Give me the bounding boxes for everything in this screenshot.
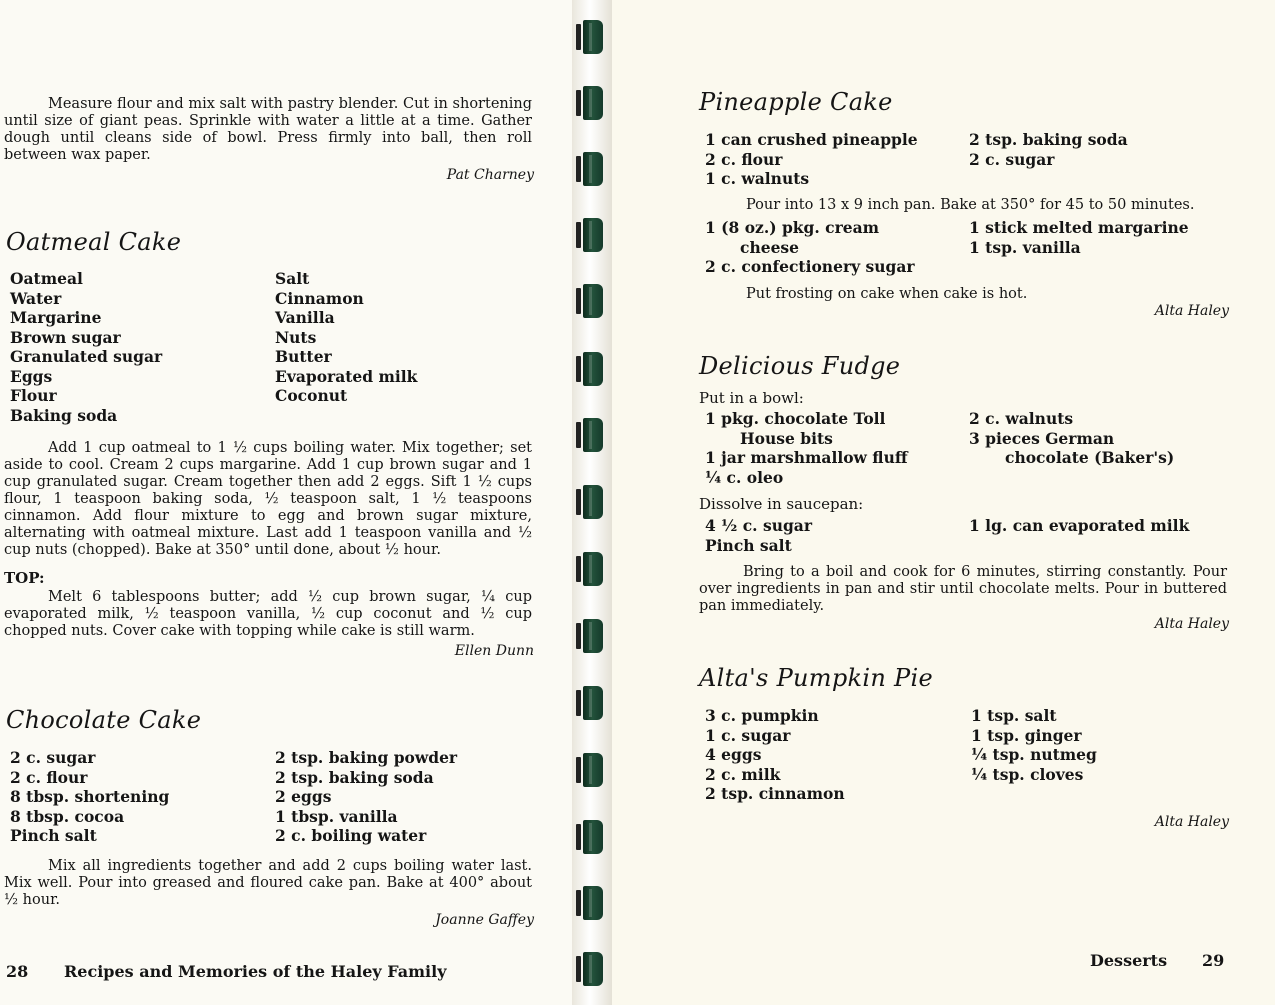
binding-ring: [576, 218, 606, 252]
right-page: [612, 0, 1275, 1005]
ingredient: Oatmeal: [10, 269, 83, 288]
ingredient: 2 eggs: [275, 787, 332, 806]
ingredient: 4 ½ c. sugar: [705, 516, 813, 535]
topping-directions: Melt 6 tablespoons butter; add ½ cup brown sugar, ¼ cup evaporated milk, ½ teaspoon vanilla, ½ cup coconut and ½ cup chopped nuts. Cover cake with topping while cake is still warm.: [4, 589, 532, 639]
ingredient: 1 tsp. ginger: [971, 725, 1082, 745]
pastry-author: Pat Charney: [446, 167, 534, 183]
pineapple-frosting-col1: [705, 218, 915, 277]
ingredient: 1 pkg. chocolate Toll: [705, 409, 886, 428]
section-name: Desserts: [1090, 951, 1168, 970]
ingredient: 1 stick melted margarine: [969, 218, 1189, 237]
right-page-number: 29: [1202, 951, 1225, 970]
binding-ring: [576, 552, 606, 586]
binding-ring: [576, 820, 606, 854]
ingredient: 1 (8 oz.) pkg. cream: [705, 218, 880, 237]
fudge-directions: Bring to a boil and cook for 6 minutes, stirring constantly. Pour over ingredients in pan and stir until chocolate melts. Pour in buttered pan immediately.: [699, 564, 1227, 614]
ingredient: ¼ tsp. nutmeg: [971, 745, 1097, 764]
chocolate-author: Joanne Gaffey: [435, 912, 534, 928]
ingredient: Coconut: [275, 386, 348, 405]
left-page-number: 28: [6, 962, 29, 981]
ingredient: Cinnamon: [275, 288, 364, 308]
ingredient: Pinch salt: [705, 535, 792, 555]
ingredient: Nuts: [275, 327, 317, 347]
oatmeal-cake-title: Oatmeal Cake: [6, 228, 182, 256]
binding-ring: [576, 886, 606, 920]
ingredient: 8 tbsp. shortening: [10, 787, 170, 806]
pineapple-cake-col1: [705, 130, 918, 189]
ingredient: 1 jar marshmallow fluff: [705, 448, 908, 467]
ingredient: 3 c. pumpkin: [705, 706, 819, 725]
chocolate-ingredients-col2: [275, 748, 457, 846]
ingredient: 2 c. boiling water: [275, 826, 427, 845]
ingredient: chocolate (Baker's): [1005, 448, 1175, 467]
ingredient: Baking soda: [10, 405, 118, 425]
binding-ring: [576, 20, 606, 54]
ingredient: Brown sugar: [10, 327, 121, 347]
pumpkin-author: Alta Haley: [1154, 814, 1229, 830]
binding-ring: [576, 352, 606, 386]
ingredient: 1 c. sugar: [705, 725, 791, 745]
ingredient: Eggs: [10, 366, 53, 386]
oatmeal-directions: Add 1 cup oatmeal to 1 ½ cups boiling water. Mix together; set aside to cool. Cream 2 cups margarine. Add 1 cup brown sugar and 1 cup granulated sugar. Cream together then add 2 eggs. Sift 1 ½ cups flour, 1 teaspoon baking soda, ½ teaspoon salt, 1 ½ teaspoons cinnamon. Add flour mixture to egg and brown sugar mixture, alternating with oatmeal mixture. Last add 1 teaspoon vanilla and ½ cup nuts (chopped). Bake at 350° until done, about ½ hour.: [4, 440, 532, 558]
binding-ring: [576, 284, 606, 318]
ingredient: 2 c. milk: [705, 764, 781, 784]
ingredient: 2 c. confectionery sugar: [705, 257, 915, 276]
ingredient: 2 c. flour: [705, 149, 783, 169]
fudge-saucepan-col1: [705, 516, 812, 555]
topping-label: TOP:: [4, 569, 45, 587]
fudge-bowl-col1: [705, 409, 908, 487]
fudge-author: Alta Haley: [1154, 616, 1229, 632]
binding-ring: [576, 753, 606, 787]
binding-ring: [576, 485, 606, 519]
ingredient: Granulated sugar: [10, 347, 163, 366]
binding-ring: [576, 952, 606, 986]
ingredient: 4 eggs: [705, 745, 762, 764]
pumpkin-ingredients-col2: [971, 706, 1097, 784]
pastry-directions: Measure flour and mix salt with pastry blender. Cut in shortening until size of giant peas. Sprinkle with water a little at a time. Gather dough until cleans side of bowl. Press firmly into ball, then roll between wax paper.: [4, 96, 532, 163]
ingredient: 2 tsp. baking soda: [969, 130, 1128, 149]
ingredient: 1 tbsp. vanilla: [275, 806, 398, 826]
ingredient: Evaporated milk: [275, 366, 418, 386]
ingredient: 1 can crushed pineapple: [705, 130, 918, 149]
fudge-bowl-col2: [969, 409, 1174, 468]
ingredient: 2 tsp. baking soda: [275, 767, 434, 787]
chocolate-directions: Mix all ingredients together and add 2 cups boiling water last. Mix well. Pour into greased and floured cake pan. Bake at 400° about ½ hour.: [4, 858, 532, 908]
oatmeal-author: Ellen Dunn: [454, 643, 534, 659]
delicious-fudge-title: Delicious Fudge: [699, 352, 901, 380]
ingredient: 1 tsp. salt: [971, 706, 1057, 725]
ingredient: 2 tsp. cinnamon: [705, 784, 845, 803]
ingredient: Margarine: [10, 308, 102, 327]
ingredient: 2 c. walnuts: [969, 409, 1074, 428]
ingredient: Vanilla: [275, 308, 335, 327]
pumpkin-ingredients-col1: [705, 706, 845, 804]
pineapple-bake-directions: Pour into 13 x 9 inch pan. Bake at 350° for 45 to 50 minutes.: [746, 197, 1195, 213]
chocolate-ingredients-col1: [10, 748, 169, 846]
pumpkin-pie-title: Alta's Pumpkin Pie: [699, 664, 933, 692]
ingredient: ¼ tsp. cloves: [971, 764, 1084, 784]
ingredient: 1 c. walnuts: [705, 169, 810, 188]
ingredient: Butter: [275, 347, 332, 366]
pineapple-frosting-col2: [969, 218, 1189, 257]
ingredient: 3 pieces German: [969, 428, 1115, 448]
pineapple-cake-title: Pineapple Cake: [699, 88, 893, 116]
pineapple-cake-col2: [969, 130, 1128, 169]
binding-ring: [576, 152, 606, 186]
ingredient: 2 c. sugar: [10, 748, 96, 767]
ingredient: 8 tbsp. cocoa: [10, 806, 125, 826]
binding-ring: [576, 686, 606, 720]
fudge-bowl-label: Put in a bowl:: [699, 389, 804, 407]
ingredient: 2 c. flour: [10, 767, 88, 787]
ingredient: 2 tsp. baking powder: [275, 748, 458, 767]
chocolate-cake-title: Chocolate Cake: [6, 706, 202, 734]
fudge-saucepan-label: Dissolve in saucepan:: [699, 495, 864, 513]
ingredient: Salt: [275, 269, 310, 288]
ingredient: 1 lg. can evaporated milk: [969, 516, 1190, 535]
binding-ring: [576, 619, 606, 653]
ingredient: 1 tsp. vanilla: [969, 237, 1081, 257]
ingredient: Water: [10, 288, 62, 308]
ingredient: cheese: [740, 237, 800, 257]
ingredient: ¼ c. oleo: [705, 467, 784, 487]
fudge-saucepan-col2: [969, 516, 1189, 536]
ingredient: Pinch salt: [10, 826, 97, 845]
ingredient: Flour: [10, 386, 57, 405]
ingredient: 2 c. sugar: [969, 149, 1055, 169]
oatmeal-ingredients-col2: [275, 269, 417, 406]
book-title: Recipes and Memories of the Haley Family: [64, 962, 447, 981]
binding-ring: [576, 86, 606, 120]
oatmeal-ingredients-col1: [10, 269, 162, 425]
ingredient: House bits: [740, 428, 833, 448]
pineapple-author: Alta Haley: [1154, 303, 1229, 319]
left-page: [0, 0, 572, 1005]
pineapple-frosting-directions: Put frosting on cake when cake is hot.: [746, 286, 1028, 302]
binding-ring: [576, 418, 606, 452]
